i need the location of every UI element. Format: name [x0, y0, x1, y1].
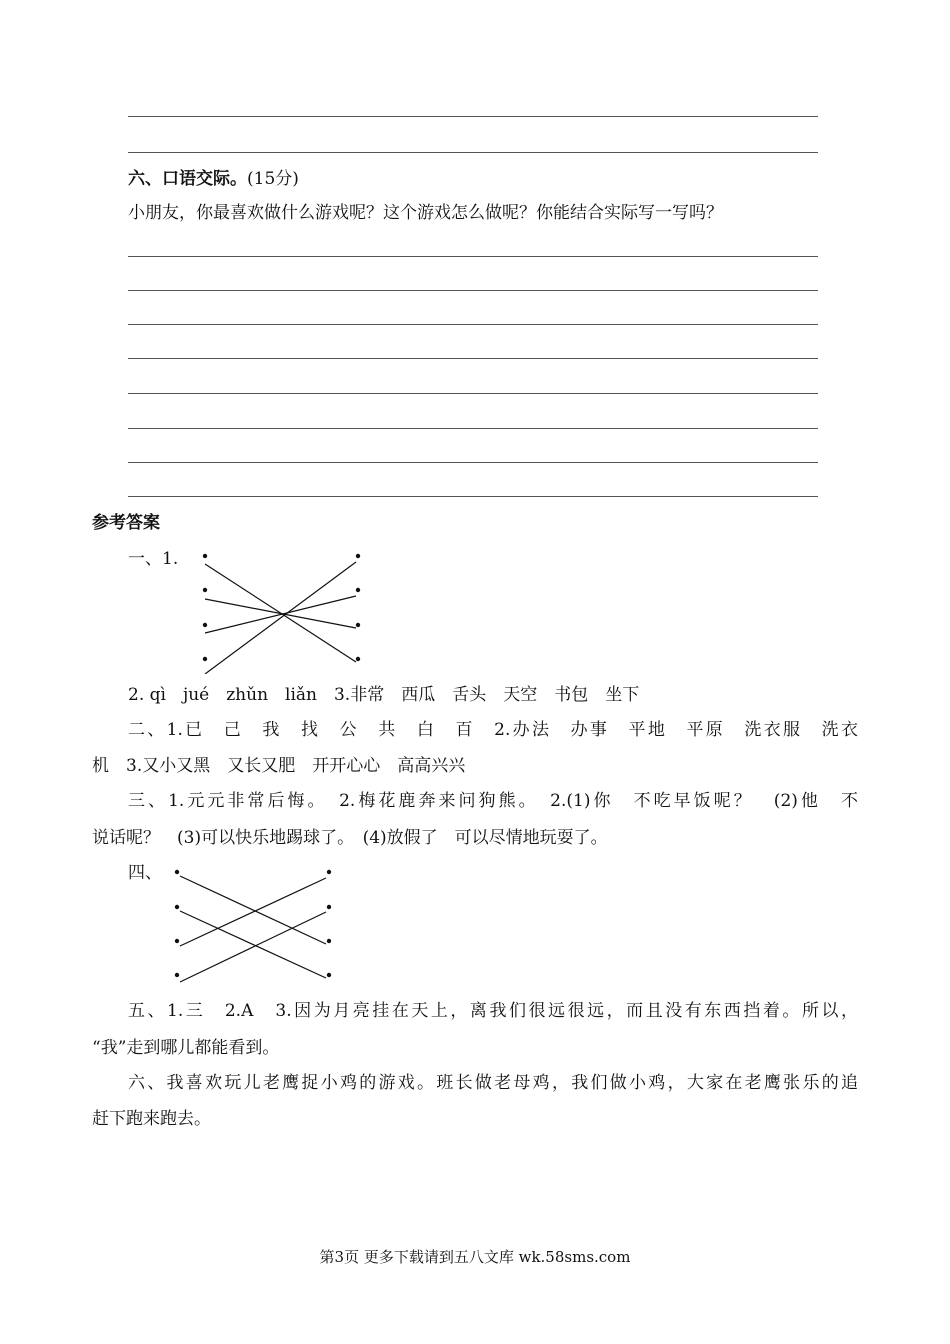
- section-6-title: [128, 166, 299, 192]
- right-dot: [356, 588, 360, 592]
- writing-line: [128, 428, 818, 429]
- q5-line1: 五、1.三 2.A 3.因为月亮挂在天上，离我们很远很远，而且没有东西挡着。所以，: [128, 1001, 858, 1021]
- q6-line1: 六、我喜欢玩儿老鹰捉小鸡的游戏。班长做老母鸡，我们做小鸡，大家在老鹰张乐的追: [128, 1073, 858, 1093]
- page-footer: 第3页 更多下载请到五八文库 wk.58sms.com: [319, 1248, 631, 1266]
- q5-line2: “我”走到哪儿都能看到。: [92, 1038, 280, 1058]
- q3-line1: 三、1.元元非常后悔。 2.梅花鹿奔来问狗熊。 2.(1)你 不吃早饭呢？ (2)他 不: [128, 791, 858, 811]
- right-dot: [327, 870, 331, 874]
- q4-matching-diagram: [168, 866, 338, 986]
- right-dot: [327, 939, 331, 943]
- writing-line: [128, 496, 818, 497]
- right-dot: [356, 657, 360, 661]
- left-dot: [203, 588, 207, 592]
- match-line: [180, 911, 326, 978]
- match-line: [180, 878, 326, 946]
- writing-line: [128, 256, 818, 257]
- answers-heading: 参考答案: [92, 513, 160, 533]
- right-dot: [356, 554, 360, 558]
- q3-line2: 说话呢？ (3)可以快乐地踢球了。 (4)放假了 可以尽情地玩耍了。: [92, 828, 608, 848]
- q1-label: 一、1.: [128, 549, 179, 569]
- section-6-prompt: 小朋友，你最喜欢做什么游戏呢？这个游戏怎么做呢？你能结合实际写一写吗？: [128, 203, 723, 223]
- match-line: [205, 599, 356, 628]
- left-dot: [175, 973, 179, 977]
- writing-line: [128, 358, 818, 359]
- left-dot: [203, 657, 207, 661]
- writing-line: [128, 116, 818, 117]
- q2-line2: 机 3.又小又黑 又长又肥 开开心心 高高兴兴: [92, 756, 466, 776]
- right-dot: [327, 905, 331, 909]
- left-dot: [203, 554, 207, 558]
- q4-label: 四、: [128, 863, 162, 883]
- left-dot: [175, 939, 179, 943]
- left-dot: [175, 905, 179, 909]
- q1-matching-diagram: [196, 550, 366, 674]
- section-6-score: (15分): [247, 169, 299, 189]
- match-line: [205, 596, 356, 633]
- writing-line: [128, 290, 818, 291]
- writing-line: [128, 324, 818, 325]
- writing-line: [128, 152, 818, 153]
- left-dot: [175, 870, 179, 874]
- section-6-title-text: 六、口语交际。: [128, 169, 247, 189]
- match-line: [180, 912, 326, 982]
- q6-line2: 赶下跑来跑去。: [92, 1109, 211, 1129]
- q2-line1: 二、1.已 己 我 找 公 共 白 百 2.办法 办事 平地 平原 洗衣服 洗衣: [128, 720, 858, 740]
- right-dot: [356, 623, 360, 627]
- q1-line2: 2. qì jué zhǔn liǎn 3.非常 西瓜 舌头 天空 书包 坐下: [128, 685, 640, 705]
- right-dot: [327, 973, 331, 977]
- match-line: [180, 876, 326, 944]
- left-dot: [203, 623, 207, 627]
- writing-line: [128, 462, 818, 463]
- writing-line: [128, 393, 818, 394]
